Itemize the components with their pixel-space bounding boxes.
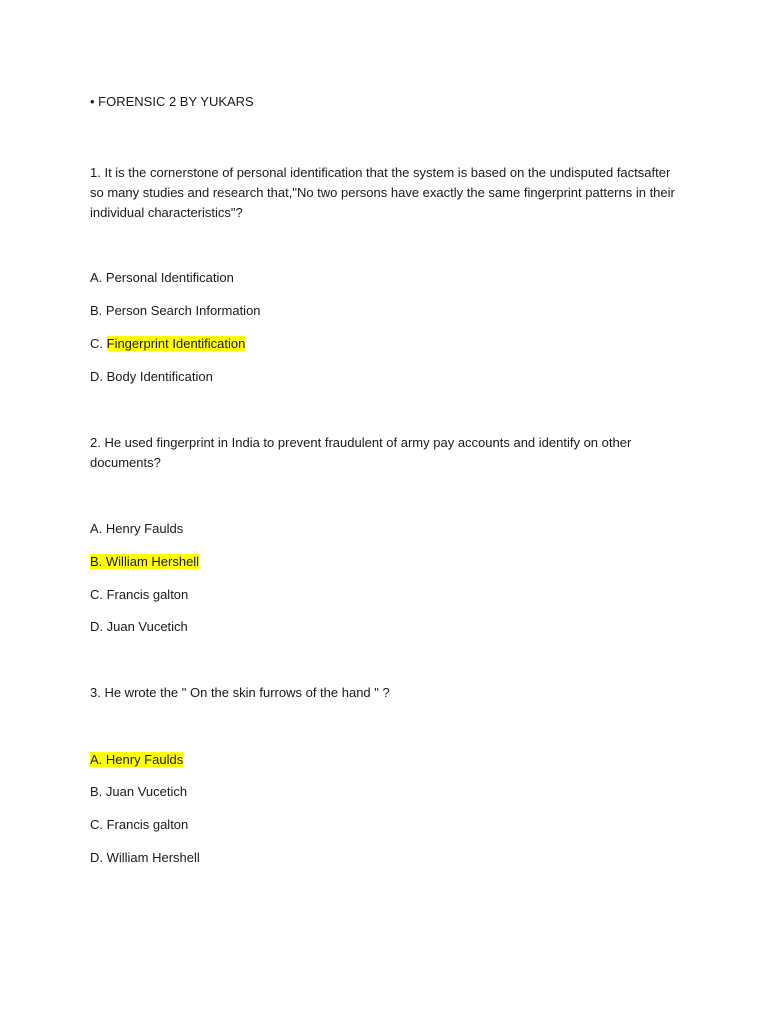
- question-2-text: 2. He used fingerprint in India to prevent fraudulent of army pay accounts and identify on other documents?: [90, 435, 632, 470]
- question-1-text: 1. It is the cornerstone of personal identification that the system is based on the undisputed factsafter so many studies and research that,"No two persons have exactly the same fingerprint patterns in their individual characteristics"?: [90, 165, 675, 220]
- question-1-option-d: D. Body Identification: [90, 369, 213, 384]
- question-3-option-d: D. William Hershell: [90, 850, 200, 865]
- question-3-option-a: [90, 750, 680, 770]
- question-1-option-a: A. Personal Identification: [90, 270, 234, 285]
- question-3-option-b: B. Juan Vucetich: [90, 784, 188, 799]
- document-title: • FORENSIC 2 BY YUKARS: [90, 94, 254, 109]
- question-2-option-c: C. Francis galton: [90, 587, 189, 602]
- question-2-option-a: A. Henry Faulds: [90, 521, 184, 536]
- question-3-answer-highlight: A. Henry Faulds: [90, 752, 184, 767]
- question-1-option-c-prefix: C.: [90, 336, 107, 351]
- question-2-answer-highlight: B. William Hershell: [90, 554, 200, 569]
- question-2-option-b: [90, 552, 680, 572]
- question-1-option-c: [90, 334, 680, 354]
- question-3-option-c: C. Francis galton: [90, 817, 189, 832]
- question-2-option-d: D. Juan Vucetich: [90, 619, 188, 634]
- question-3-text: 3. He wrote the " On the skin furrows of the hand " ?: [90, 685, 390, 700]
- question-1-answer-highlight: Fingerprint Identification: [106, 336, 246, 351]
- question-1-option-b: B. Person Search Information: [90, 303, 261, 318]
